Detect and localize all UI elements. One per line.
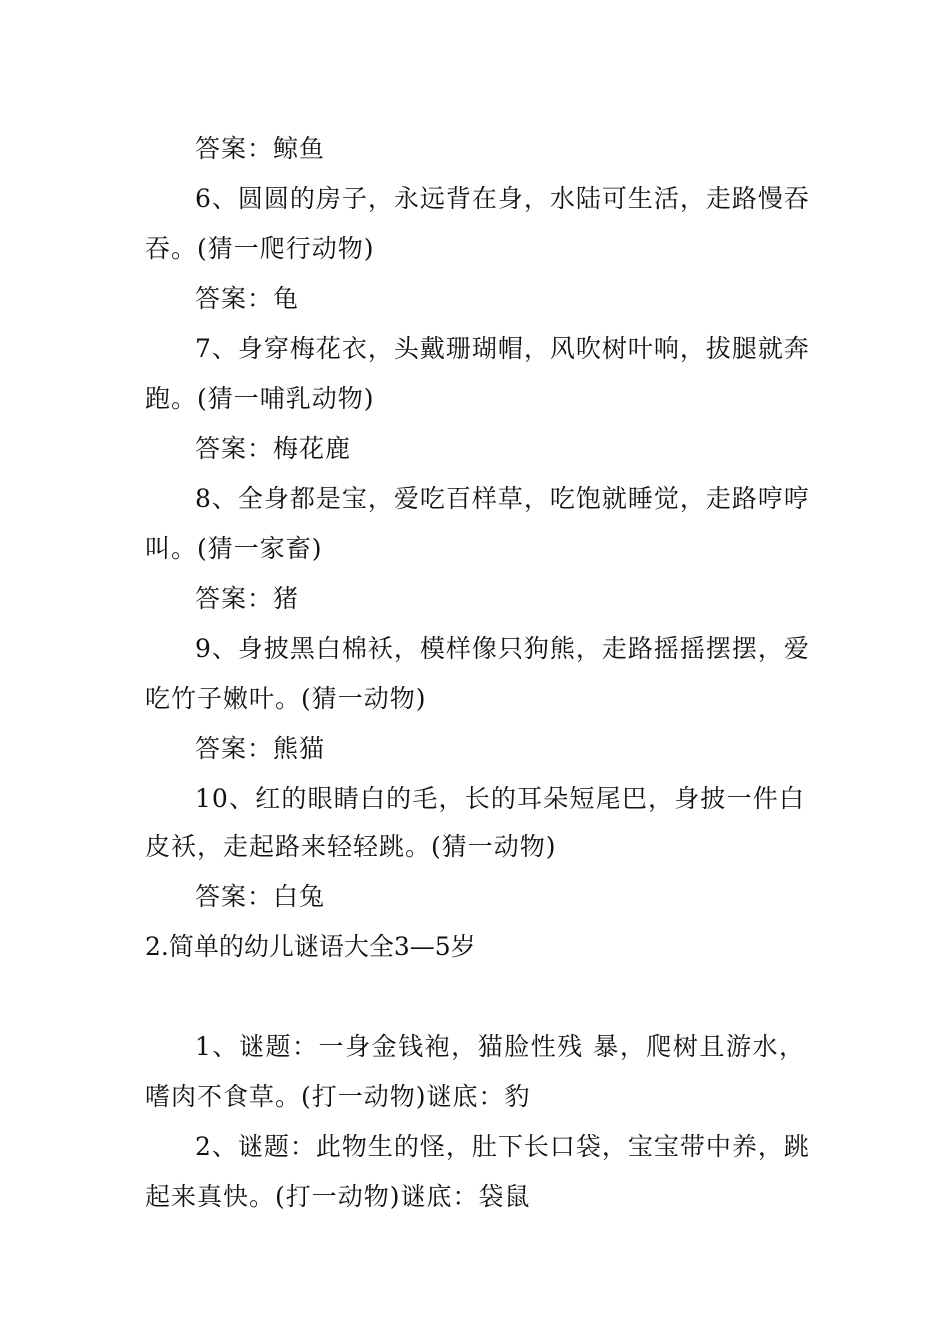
riddle-10-line-1: 10、红的眼睛白的毛，长的耳朵短尾巴，身披一件白 xyxy=(195,784,805,813)
riddle-7-line-2: 跑。(猜一哺乳动物) xyxy=(145,384,375,413)
answer-10: 答案：白兔 xyxy=(195,882,326,911)
riddle-6-line-2: 吞。(猜一爬行动物) xyxy=(145,234,375,263)
riddle-9-line-2: 吃竹子嫩叶。(猜一动物) xyxy=(145,684,427,713)
answer-6: 答案：龟 xyxy=(195,284,300,313)
riddle-8-line-1: 8、全身都是宝，爱吃百样草，吃饱就睡觉，走路哼哼 xyxy=(195,484,810,513)
answer-8: 答案：猪 xyxy=(195,584,300,613)
answer-9: 答案：熊猫 xyxy=(195,734,326,763)
section2-riddle-2-line-2: 起来真快。(打一动物)谜底：袋鼠 xyxy=(145,1182,531,1211)
riddle-9-line-1: 9、身披黑白棉袄，模样像只狗熊，走路摇摇摆摆，爱 xyxy=(195,634,810,663)
riddle-7-line-1: 7、身穿梅花衣，头戴珊瑚帽，风吹树叶响，拔腿就奔 xyxy=(195,334,810,363)
section2-riddle-1-line-1: 1、谜题：一身金钱袍，猫脸性残 暴，爬树且游水， xyxy=(195,1032,805,1061)
answer-5: 答案：鲸鱼 xyxy=(195,134,326,163)
section2-riddle-2-line-1: 2、谜题：此物生的怪，肚下长口袋，宝宝带中养，跳 xyxy=(195,1132,810,1161)
section-heading: 2.简单的幼儿谜语大全3—5岁 xyxy=(145,932,476,961)
riddle-6-line-1: 6、圆圆的房子，永远背在身，水陆可生活，走路慢吞 xyxy=(195,184,810,213)
section2-riddle-1-line-2: 嗜肉不食草。(打一动物)谜底：豹 xyxy=(145,1082,531,1111)
answer-7: 答案：梅花鹿 xyxy=(195,434,352,463)
riddle-10-line-2: 皮袄，走起路来轻轻跳。(猜一动物) xyxy=(145,832,557,861)
riddle-8-line-2: 叫。(猜一家畜) xyxy=(145,534,323,563)
